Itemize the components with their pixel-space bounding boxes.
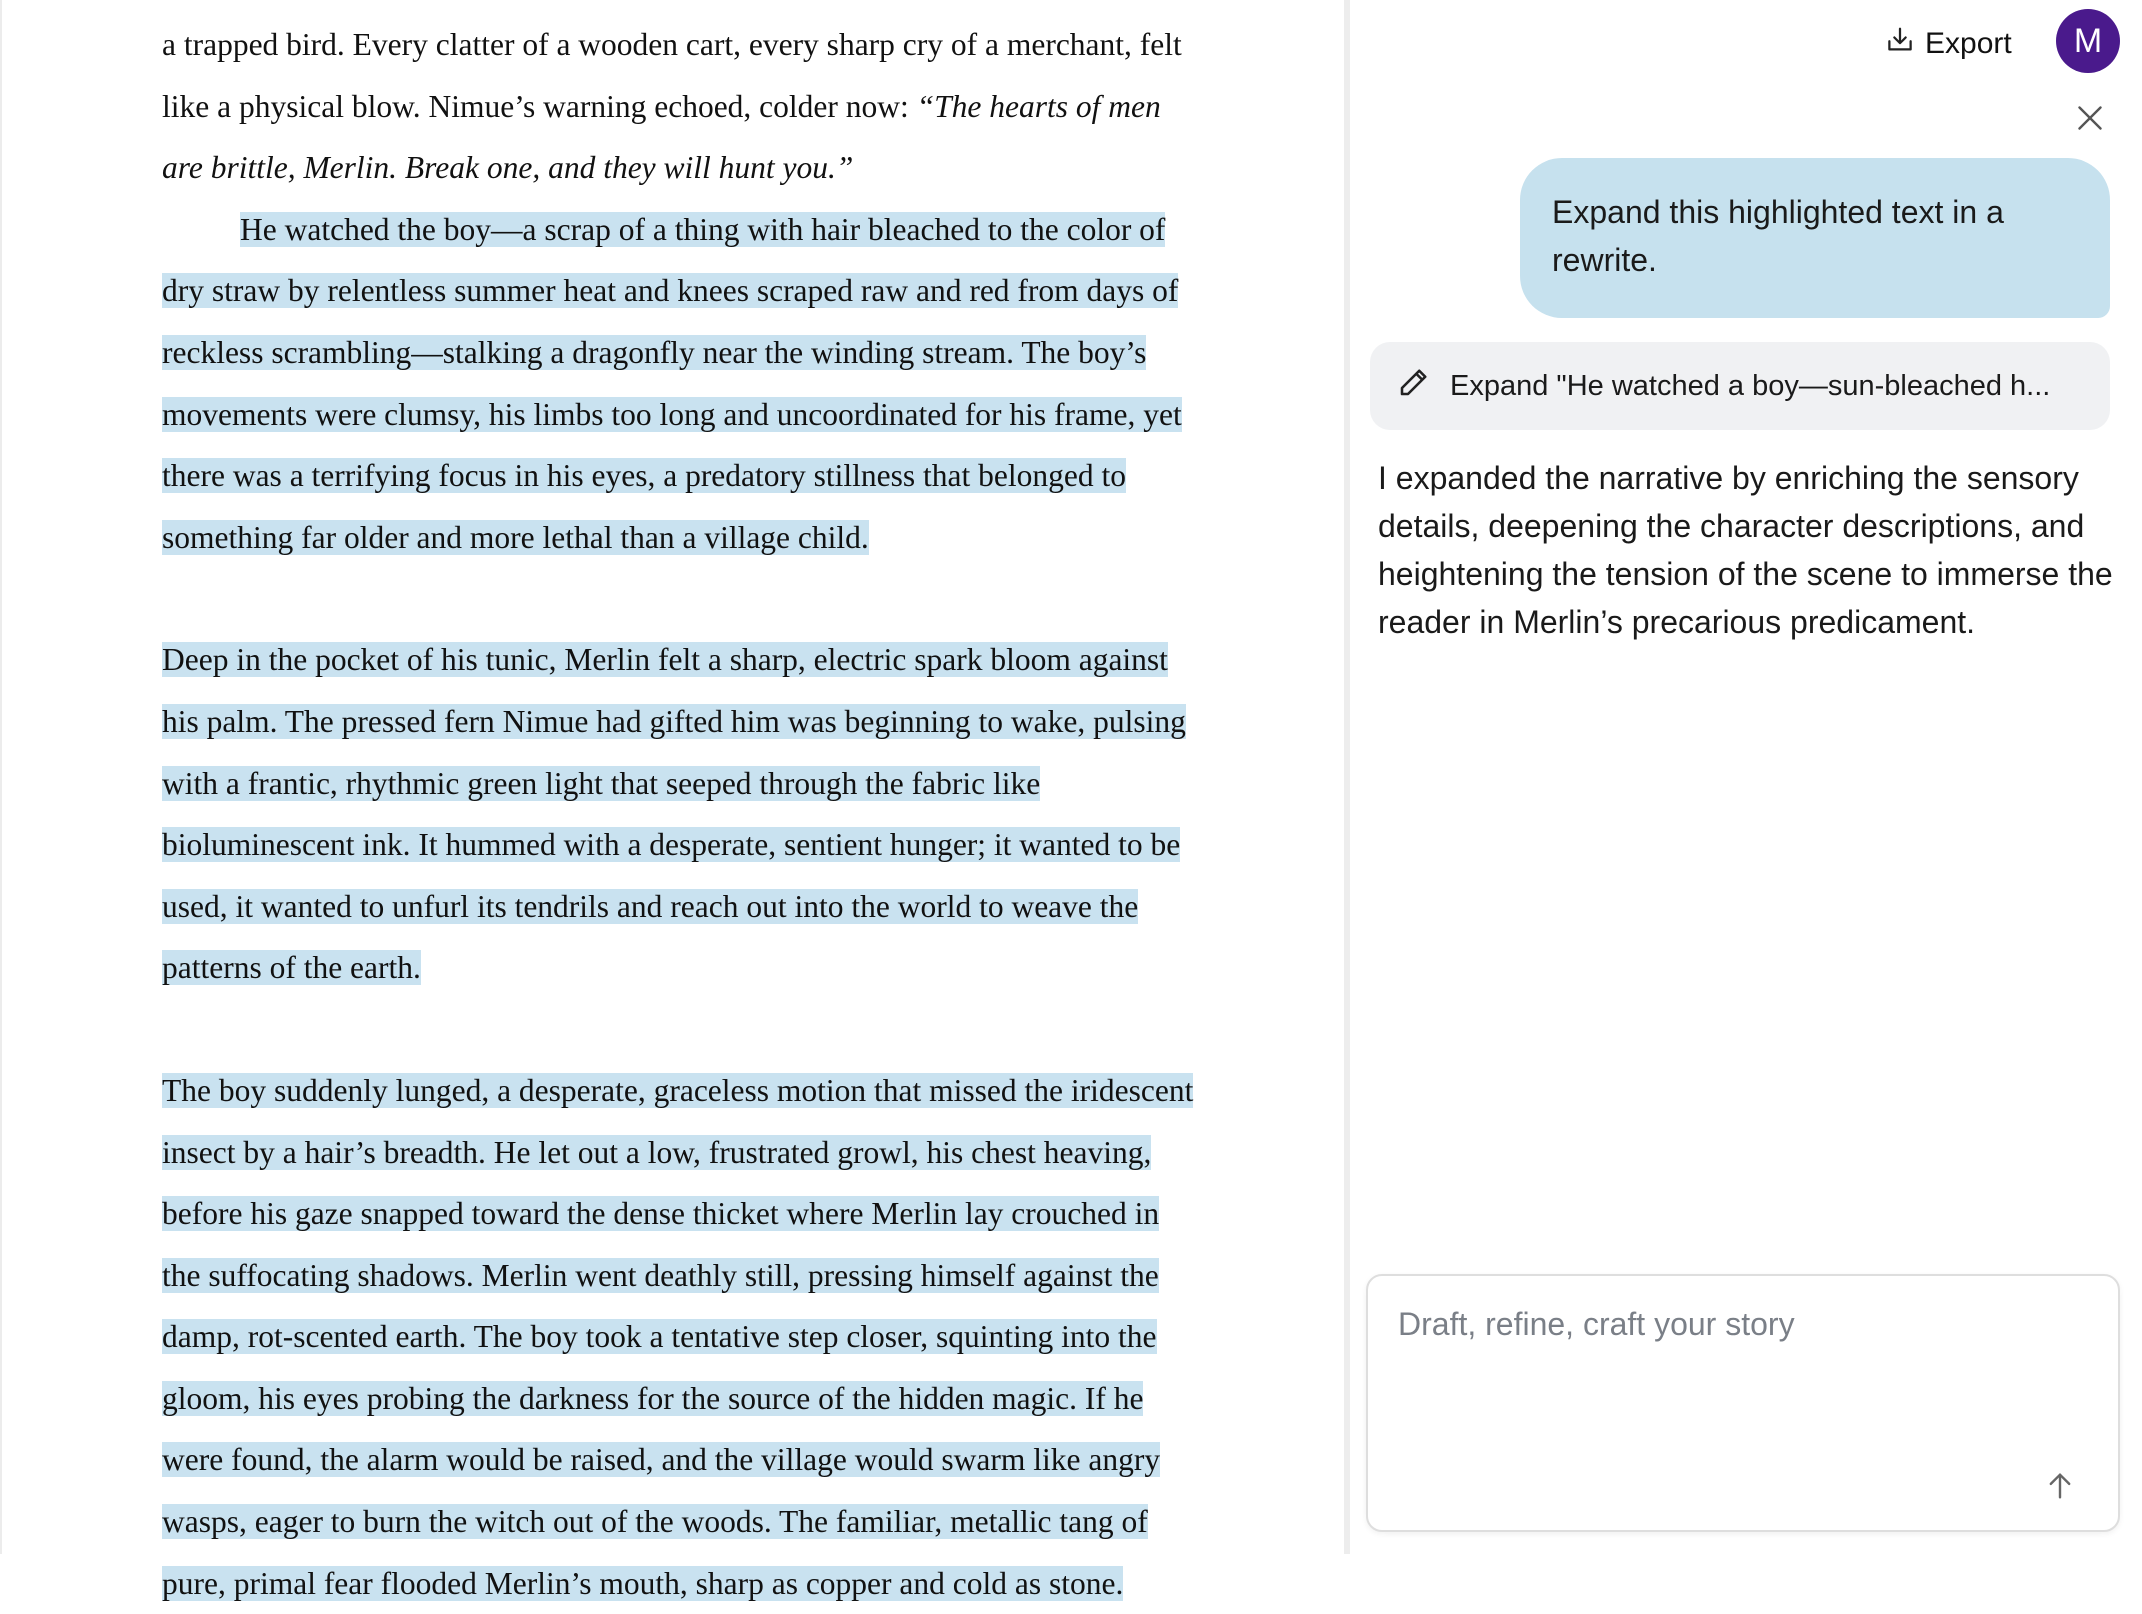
pencil-icon: [1396, 364, 1432, 408]
tool-action-label: Expand "He watched a boy—sun-bleached h...: [1450, 369, 2051, 402]
user-avatar[interactable]: [2056, 9, 2120, 73]
italic-quote-text: “The hearts of men are brittle, Merlin. Break one, and they will hunt you.”: [162, 88, 1161, 186]
arrow-up-icon: [2043, 1469, 2077, 1508]
composer-input[interactable]: [1382, 1290, 2054, 1442]
assistant-response-text: I expanded the narrative by enriching the sensory details, deepening the character descriptions, and heightening the tension of the scene to immerse the reader in Merlin’s precarious predicament.: [1378, 460, 2113, 640]
highlighted-text: The boy suddenly lunged, a desperate, graceless motion that missed the iridescent insect by a hair’s breadth. He let out a low, frustrated growl, his chest heaving, before his gaze snapped toward the dense thicket where Merlin lay crouched in the suffocating shadows. Merlin went deathly still, pressing himself against the damp, rot-scented earth. The boy took a tentative step closer, squinting into the gloom, his eyes probing the darkness for the source of the hidden magic. If he were found, the alarm would be raised, and the village would swarm like angry wasps, eager to burn the witch out of the woods. The familiar, metallic tang of pure, primal fear flooded Merlin’s mouth, sharp as copper and cold as stone.: [162, 1072, 1194, 1601]
avatar-initial: M: [2073, 21, 2103, 60]
user-message-text: Expand this highlighted text in a rewrite.: [1552, 194, 2004, 278]
paragraph-text: a trapped bird. Every clatter of a wooden cart, every sharp cry of a merchant, felt like a physical blow. Nimue’s warning echoed, colder now:: [162, 27, 1182, 124]
download-icon: [1885, 25, 1915, 63]
manuscript-paragraph[interactable]: [162, 1060, 1202, 1614]
send-button[interactable]: [2036, 1464, 2084, 1512]
manuscript-paragraph[interactable]: [162, 14, 1202, 199]
highlighted-text: Deep in the pocket of his tunic, Merlin felt a sharp, electric spark bloom against his palm. The pressed fern Nimue had gifted him was beginning to wake, pulsing with a frantic, rhythmic green light that seeped through the fabric like bioluminescent ink. It hummed with a desperate, sentient hunger; it wanted to be used, it wanted to unfurl its tendrils and reach out into the world to weave the patterns of the earth.: [162, 642, 1186, 986]
assistant-response: [1378, 454, 2118, 646]
user-message-bubble: [1520, 158, 2110, 318]
export-button[interactable]: [1885, 16, 2012, 72]
manuscript-paragraph[interactable]: [162, 629, 1202, 999]
composer-box: [1366, 1274, 2120, 1532]
manuscript-paragraph[interactable]: [162, 199, 1202, 569]
tool-action-chip[interactable]: [1370, 342, 2110, 430]
highlighted-text: He watched the boy—a scrap of a thing with hair bleached to the color of dry straw by relentless summer heat and knees scraped raw and red from days of reckless scrambling—stalking a dragonfly near the winding stream. The boy’s movements were clumsy, his limbs too long and uncoordinated for his frame, yet there was a terrifying focus in his eyes, a predatory stillness that belonged to something far older and more lethal than a village child.: [162, 211, 1182, 555]
export-label: Export: [1925, 27, 2012, 60]
assistant-panel: [1350, 0, 2142, 1554]
close-button[interactable]: [2072, 100, 2108, 136]
close-icon: [2072, 123, 2108, 140]
manuscript-text[interactable]: [162, 14, 1202, 1614]
